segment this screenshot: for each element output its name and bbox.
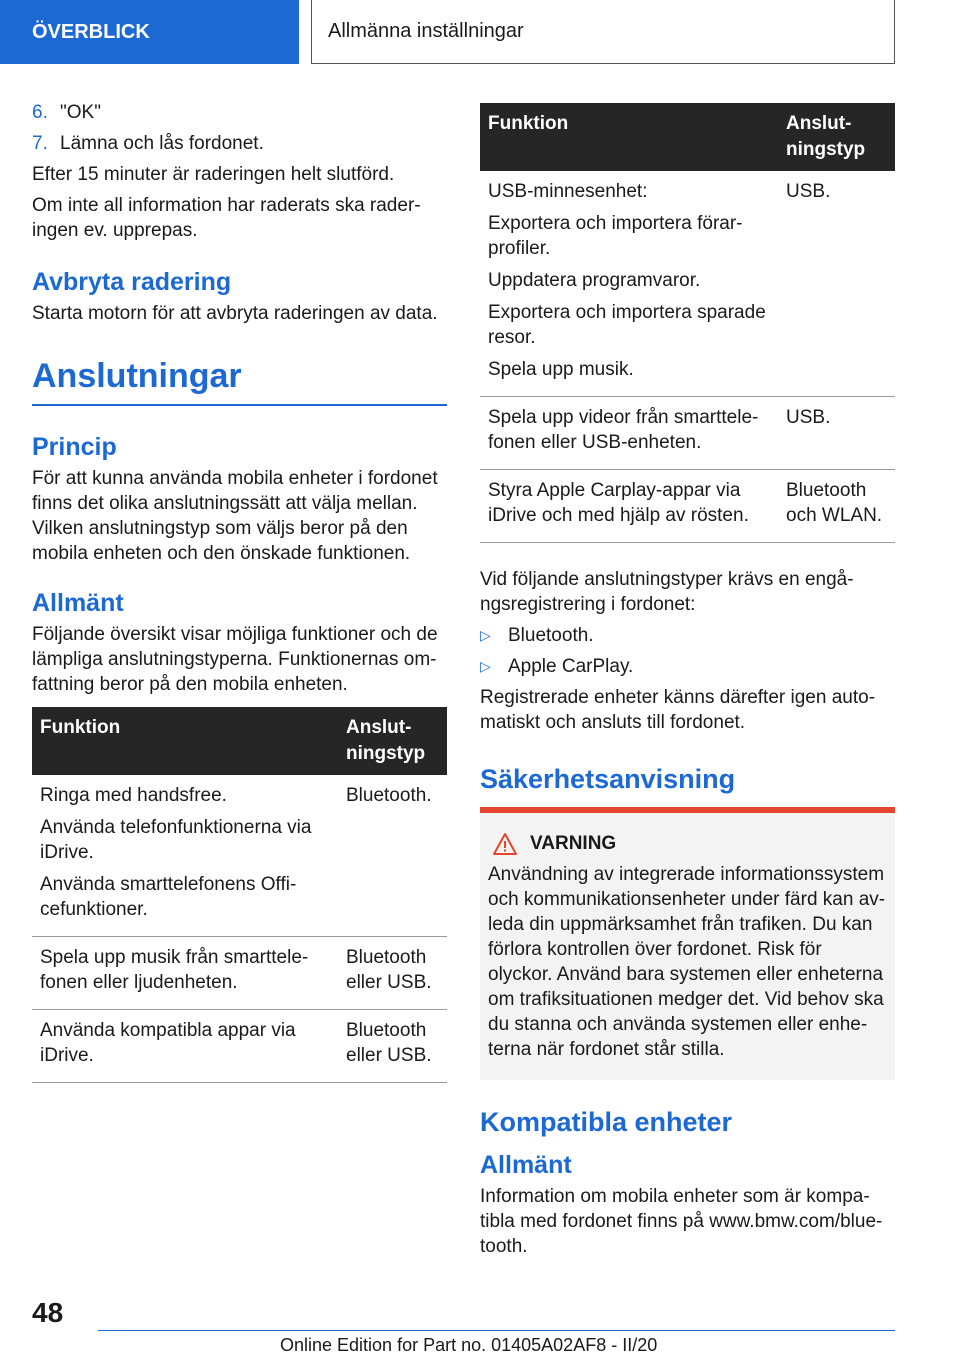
cell-line: Använda kompatibla appar via iDrive. [40, 1020, 296, 1066]
table-row [480, 171, 895, 397]
cell-line: Spela upp musik. [488, 359, 634, 380]
table-header-function: Funktion [32, 707, 338, 775]
paragraph: För att kunna använda mobila enheter i fordonet finns det olika anslutningssätt att välja mellan. Vilken anslutningstyp som väljs beror på den mobila enheten och den önskade funktionen. [32, 468, 438, 564]
table-cell-connection: Bluetooth och WLAN. [778, 470, 895, 543]
subheading-general: Allmänt [480, 1151, 572, 1179]
table-cell-connection: Bluetooth eller USB. [338, 1010, 447, 1083]
page-number: 48 [32, 1297, 64, 1328]
cell-line: Spela upp musik från smarttelefonen eller ljudenheten. [40, 947, 309, 993]
triangle-bullet-icon: ▷ [480, 627, 491, 643]
table-header-connection: Anslutningstyp [778, 103, 895, 171]
chapter-tab-label: ÖVERBLICK [32, 20, 150, 43]
cell-line: Ringa med handsfree. [40, 785, 227, 806]
chapter-tab[interactable] [0, 0, 299, 64]
table-cell-function [32, 937, 338, 1010]
paragraph: Information om mobila enheter som är kompatibla med fordonet finns på www.bmw.com/bluetooth. [480, 1186, 883, 1257]
cell-line: Spela upp videor från smarttelefonen eller USB-enheten. [488, 407, 759, 453]
paragraph: Starta motorn för att avbryta raderingen av data. [32, 303, 438, 324]
triangle-bullet-icon: ▷ [480, 658, 491, 674]
paragraph: Efter 15 minuter är raderingen helt slutförd. [32, 164, 395, 185]
cell-line: Använda telefonfunktionerna via iDrive. [40, 817, 312, 863]
cell-line: Exportera och importera förarprofiler. [488, 213, 743, 259]
table-cell-function [480, 397, 778, 470]
right-column [480, 103, 895, 1265]
cell-line: Uppdatera programvaror. [488, 270, 701, 291]
table-row [32, 1010, 447, 1083]
left-column [32, 100, 447, 1083]
footer-divider [98, 1330, 895, 1331]
table-cell-function [480, 171, 778, 397]
header-title-text: Allmänna inställningar [328, 20, 524, 42]
cell-line: Exportera och importera sparade resor. [488, 302, 766, 348]
step-item [32, 100, 447, 125]
paragraph: Följande översikt visar möjliga funktioner och de lämpliga anslutningstyperna. Funktionernas omfattning beror på den mobila enheten. [32, 624, 438, 695]
table-row [480, 397, 895, 470]
compatible-devices-heading: Kompatibla enheter [480, 1107, 733, 1137]
table-cell-connection: USB. [778, 171, 895, 397]
list-item-text: Apple CarPlay. [508, 656, 634, 677]
table-row [480, 470, 895, 543]
cell-line: USB-minnesenhet: [488, 181, 648, 202]
cell-line: Styra Apple Carplay-appar via iDrive och med hjälp av rösten. [488, 480, 749, 526]
table-row [32, 775, 447, 937]
table-cell-connection: Bluetooth. [338, 775, 447, 937]
function-table [32, 707, 447, 1083]
step-item [32, 131, 447, 156]
list-item [480, 654, 895, 679]
paragraph: Vid följande anslutningstyper krävs en engångsregistrering i fordonet: [480, 569, 854, 615]
table-cell-function [32, 775, 338, 937]
table-header-function: Funktion [480, 103, 778, 171]
cell-line: Använda smarttelefonens Officefunktioner. [40, 874, 297, 920]
paragraph: Om inte all information har raderats ska raderingen ev. upprepas. [32, 195, 421, 241]
list-item-text: Bluetooth. [508, 625, 594, 646]
subheading-principle: Princip [32, 433, 117, 461]
subheading-cancel: Avbryta radering [32, 268, 232, 296]
step-number: 7. [32, 133, 48, 154]
section-heading: Anslutningar [32, 356, 447, 406]
table-cell-connection: Bluetooth eller USB. [338, 937, 447, 1010]
warning-header [488, 831, 887, 856]
subheading-general: Allmänt [32, 589, 124, 617]
table-header-connection: Anslutningstyp [338, 707, 447, 775]
warning-label: VARNING [530, 833, 617, 854]
page-header-title [311, 0, 895, 64]
paragraph: Registrerade enheter känns därefter igen automatiskt och ansluts till fordonet. [480, 687, 876, 733]
step-number: 6. [32, 102, 48, 123]
table-cell-function [480, 470, 778, 543]
safety-heading: Säkerhetsanvisning [480, 764, 736, 794]
footer-edition: Online Edition for Part no. 01405A02AF8 - II/20 [280, 1335, 658, 1355]
warning-text: Användning av integrerade informationssystem och kommunikationsenheter under färd kan avleda din uppmärksamhet från trafiken. Du kan förlora kontrollen över fordonet. Risk för olyckor. Använd bara systemen eller enheterna om trafiksituationen medger det. Vid behov ska du stanna och använda systemen eller enheterna när fordonet står stilla. [488, 864, 886, 1060]
list-item [480, 623, 895, 648]
warning-triangle-icon [492, 832, 518, 856]
step-text: Lämna och lås fordonet. [60, 133, 264, 154]
warning-box [480, 807, 895, 1080]
step-text: "OK" [60, 102, 101, 123]
table-cell-function [32, 1010, 338, 1083]
table-row [32, 937, 447, 1010]
function-table [480, 103, 895, 543]
table-cell-connection: USB. [778, 397, 895, 470]
